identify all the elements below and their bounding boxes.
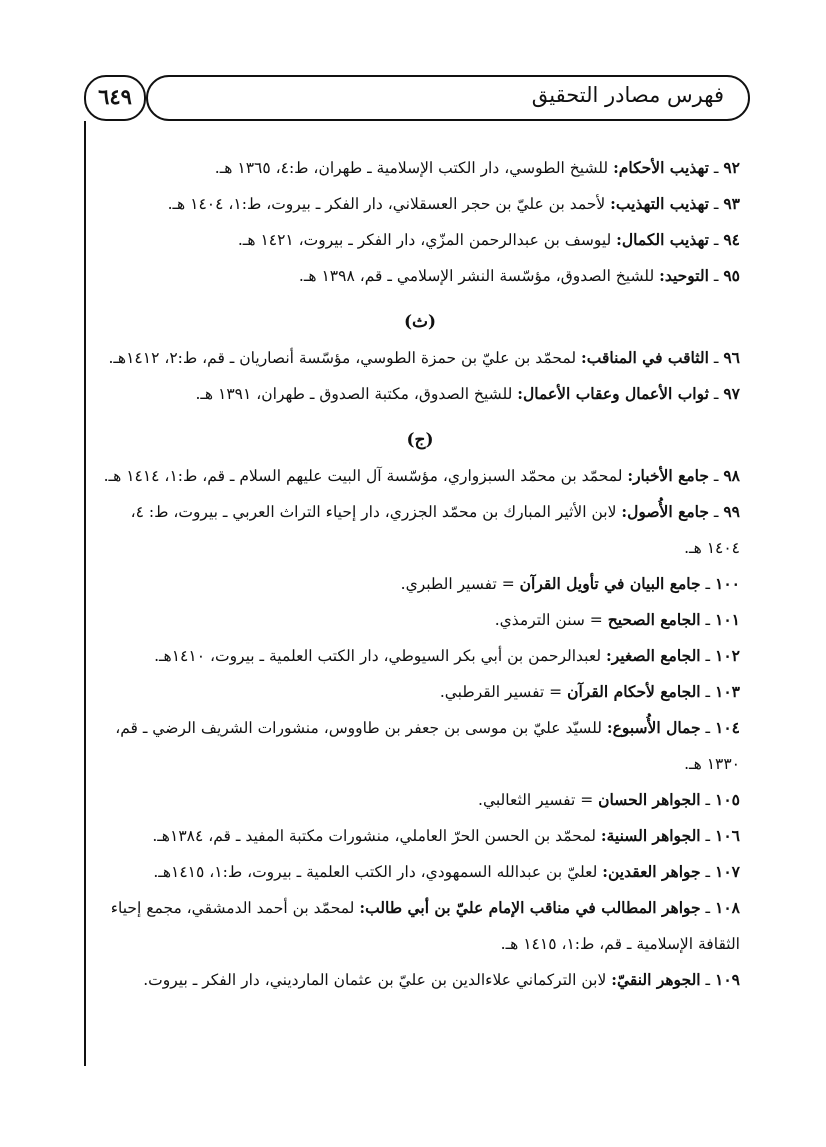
entry-separator: ـ [708, 503, 724, 521]
entry-title: الجامع الصحيح [607, 610, 701, 629]
bibliography-entry [100, 854, 740, 890]
bibliography-entry [100, 674, 740, 710]
entry-title: تهذيب الأحكام: [613, 158, 709, 177]
entry-separator: ـ [700, 827, 716, 845]
entry-separator: ـ [708, 231, 724, 249]
entry-details: = تفسير الطبري. [400, 575, 520, 593]
entry-number: ٩٣ [723, 194, 740, 213]
entry-details: لمحمّد بن عليّ بن حمزة الطوسي، مؤسّسة أنصاريان ـ قم، ط:٢، ١٤١٢هـ. [108, 349, 582, 367]
bibliography-entry [100, 340, 740, 376]
entry-details: للسيّد عليّ بن موسى بن جعفر بن طاووس، منشورات الشريف الرضي ـ قم، ١٣٣٠ هـ. [115, 719, 740, 773]
bibliography-entry [100, 962, 740, 998]
entry-details: لعبدالرحمن بن أبي بكر السيوطي، دار الكتب العلمية ـ بيروت، ١٤١٠هـ. [154, 647, 606, 665]
bibliography-entry [100, 258, 740, 294]
entry-title: الجواهر السنية: [600, 826, 701, 845]
entry-number: ٩٩ [723, 502, 740, 521]
entry-number: ٩٥ [723, 266, 740, 285]
entry-title: جامع الأُصول: [621, 502, 709, 521]
entry-number: ٩٨ [723, 466, 740, 485]
bibliography-entry [100, 566, 740, 602]
entry-separator: ـ [700, 683, 716, 701]
entry-separator: ـ [700, 971, 716, 989]
section-letter: (ث) [403, 312, 437, 332]
entry-details: لابن الأثير المبارك بن محمّد الجزري، دار إحياء التراث العربي ـ بيروت، ط: ٤، ١٤٠٤ هـ. [130, 503, 740, 557]
entry-title: ثواب الأعمال وعقاب الأعمال: [517, 384, 709, 403]
entry-title: تهذيب التهذيب: [610, 194, 709, 213]
entry-number: ١٠٣ [715, 682, 740, 701]
bibliography-entry [100, 150, 740, 186]
entry-separator: ـ [700, 791, 716, 809]
entry-details: للشيخ الصدوق، مكتبة الصدوق ـ طهران، ١٣٩١ هـ. [195, 385, 518, 403]
entry-number: ٩٧ [723, 384, 740, 403]
entry-title: جواهر المطالب في مناقب الإمام عليّ بن أبي طالب: [359, 898, 701, 917]
entry-separator: ـ [708, 195, 724, 213]
entry-details: لمحمّد بن الحسن الحرّ العاملي، منشورات مكتبة المفيد ـ قم، ١٣٨٤هـ. [152, 827, 601, 845]
entry-title: جامع الأخبار: [627, 466, 709, 485]
bibliography-entry [100, 710, 740, 782]
entry-separator: ـ [708, 385, 724, 403]
entry-title: تهذيب الكمال: [616, 230, 709, 249]
entry-number: ١٠٢ [715, 646, 740, 665]
entry-title: جمال الأُسبوع: [606, 718, 701, 737]
entry-number: ١٠٨ [715, 898, 740, 917]
entry-details: = تفسير القرطبي. [439, 683, 568, 701]
entry-separator: ـ [700, 719, 716, 737]
entry-separator: ـ [700, 575, 716, 593]
entry-title: جامع البيان في تأويل القرآن [519, 574, 701, 593]
entry-title: الثاقب في المناقب: [581, 348, 709, 367]
entry-details: = سنن الترمذي. [494, 611, 608, 629]
entry-details: لعليّ بن عبدالله السمهودي، دار الكتب العلمية ـ بيروت، ط:١، ١٤١٥هـ. [153, 863, 603, 881]
entry-number: ١٠٧ [715, 862, 740, 881]
entry-title: جواهر العقدين: [602, 862, 701, 881]
entry-number: ٩٢ [723, 158, 740, 177]
entry-separator: ـ [700, 863, 716, 881]
entry-number: ١٠٥ [715, 790, 740, 809]
bibliography-entry [100, 638, 740, 674]
bibliography-entry [100, 494, 740, 566]
entry-title: الجامع الصغير: [606, 646, 701, 665]
entry-separator: ـ [708, 467, 724, 485]
entry-number: ٩٤ [723, 230, 740, 249]
entry-details: لمحمّد بن محمّد السبزواري، مؤسّسة آل البيت عليهم السلام ـ قم، ط:١، ١٤١٤ هـ. [103, 467, 628, 485]
bibliography-entry [100, 222, 740, 258]
bibliography-entry [100, 890, 740, 962]
entry-details: = تفسير الثعالبي. [478, 791, 599, 809]
entry-number: ١٠٩ [715, 970, 740, 989]
entry-details: لأحمد بن عليّ بن حجر العسقلاني، دار الفكر ـ بيروت، ط:١، ١٤٠٤ هـ. [167, 195, 611, 213]
bibliography-entry [100, 458, 740, 494]
entry-number: ١٠٦ [715, 826, 740, 845]
entry-details: لابن التركماني علاءالدين بن عليّ بن عثمان المارديني، دار الفكر ـ بيروت. [143, 971, 612, 989]
entry-number: ٩٦ [723, 348, 740, 367]
bibliography-list [100, 150, 740, 998]
entry-separator: ـ [700, 611, 716, 629]
entry-number: ١٠٤ [715, 718, 740, 737]
entry-details: للشيخ الصدوق، مؤسّسة النشر الإسلامي ـ قم، ١٣٩٨ هـ. [298, 267, 660, 285]
entry-title: الجوهر النقيّ: [611, 970, 701, 989]
bibliography-entry [100, 782, 740, 818]
entry-number: ١٠٠ [715, 574, 740, 593]
header-title: فهرس مصادر التحقيق [531, 83, 724, 107]
section-letter: (ج) [406, 430, 434, 450]
margin-rule [84, 121, 86, 1066]
entry-title: الجامع لأحكام القرآن [567, 682, 701, 701]
entry-separator: ـ [700, 647, 716, 665]
running-header [146, 75, 750, 121]
bibliography-entry [100, 818, 740, 854]
entry-details: لمحمّد بن أحمد الدمشقي، مجمع إحياء الثقافة الإسلامية ـ قم، ط:١، ١٤١٥ هـ. [110, 899, 740, 953]
entry-separator: ـ [708, 349, 724, 367]
entry-details: ليوسف بن عبدالرحمن المزّي، دار الفكر ـ بيروت، ١٤٢١ هـ. [237, 231, 617, 249]
entry-title: الجواهر الحسان [598, 790, 701, 809]
entry-separator: ـ [708, 159, 724, 177]
entry-separator: ـ [708, 267, 724, 285]
entry-details: للشيخ الطوسي، دار الكتب الإسلامية ـ طهران، ط:٤، ١٣٦٥ هـ. [214, 159, 614, 177]
entry-separator: ـ [700, 899, 716, 917]
bibliography-entry [100, 602, 740, 638]
entry-number: ١٠١ [715, 610, 740, 629]
entry-title: التوحيد: [659, 266, 709, 285]
page-number: ٦٤٩ [84, 75, 146, 121]
bibliography-entry [100, 186, 740, 222]
bibliography-entry [100, 376, 740, 412]
